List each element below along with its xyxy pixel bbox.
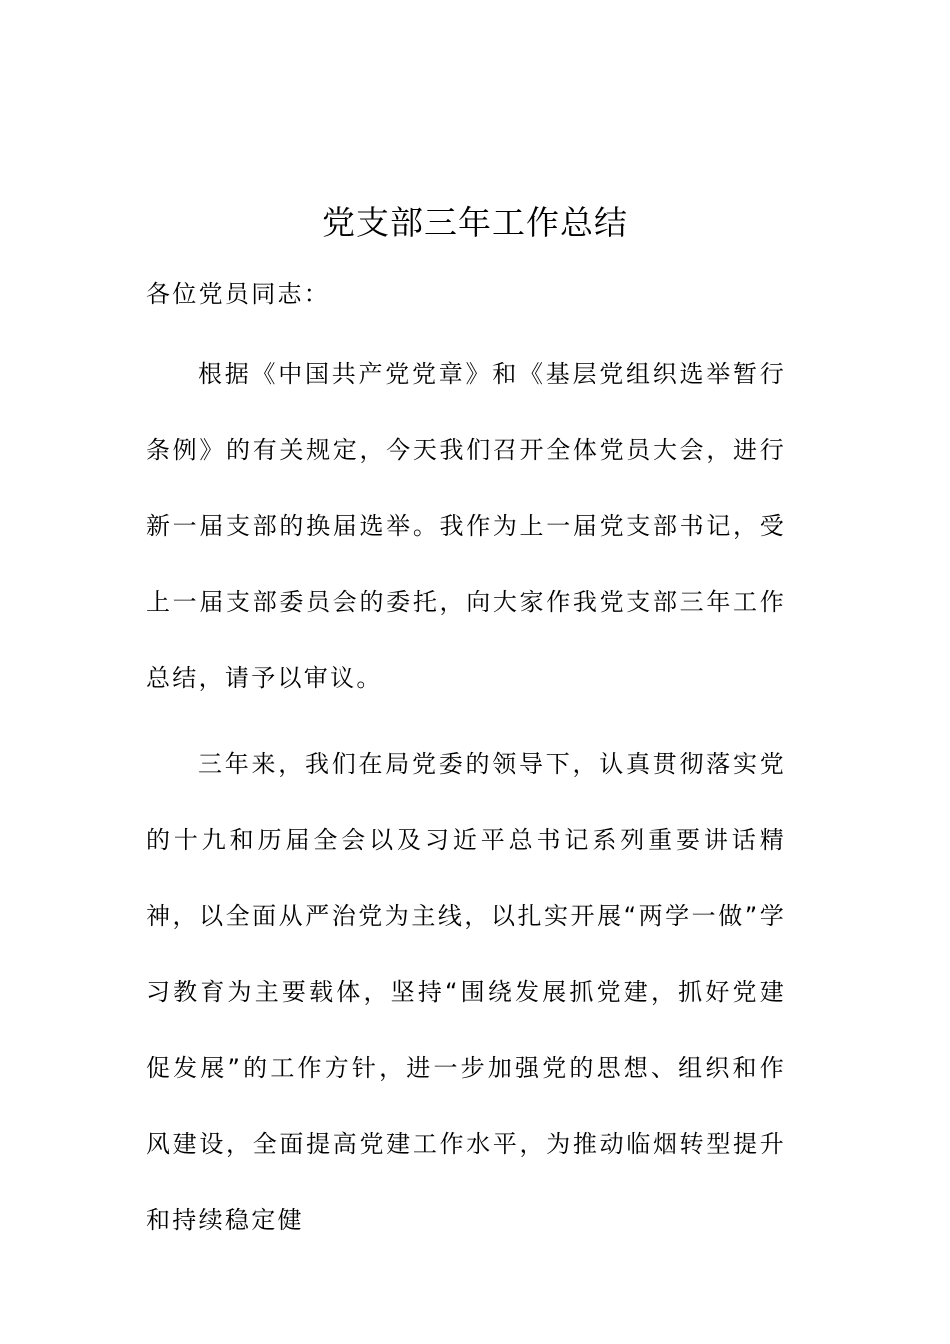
paragraph-2: 三年来，我们在局党委的领导下，认真贯彻落实党的十九和历届全会以及习近平总书记系列重要讲话精神，以全面从严治党为主线，以扎实开展“两学一做”学习教育为主要载体，坚持“围绕发展抓党建，抓好党建促发展”的工作方针，进一步加强党的思想、组织和作风建设，全面提高党建工作水平，为推动临烟转型提升和持续稳定健 — [146, 750, 786, 1234]
paragraph-1: 根据《中国共产党党章》和《基层党组织选举暂行条例》的有关规定，今天我们召开全体党员大会，进行新一届支部的换届选举。我作为上一届党支部书记，受上一届支部委员会的委托，向大家作我党支部三年工作总结，请予以审议。 — [146, 360, 786, 692]
salutation: 各位党员同志： — [146, 280, 331, 308]
document-title: 党支部三年工作总结 — [322, 203, 628, 242]
document-body — [146, 262, 786, 1258]
